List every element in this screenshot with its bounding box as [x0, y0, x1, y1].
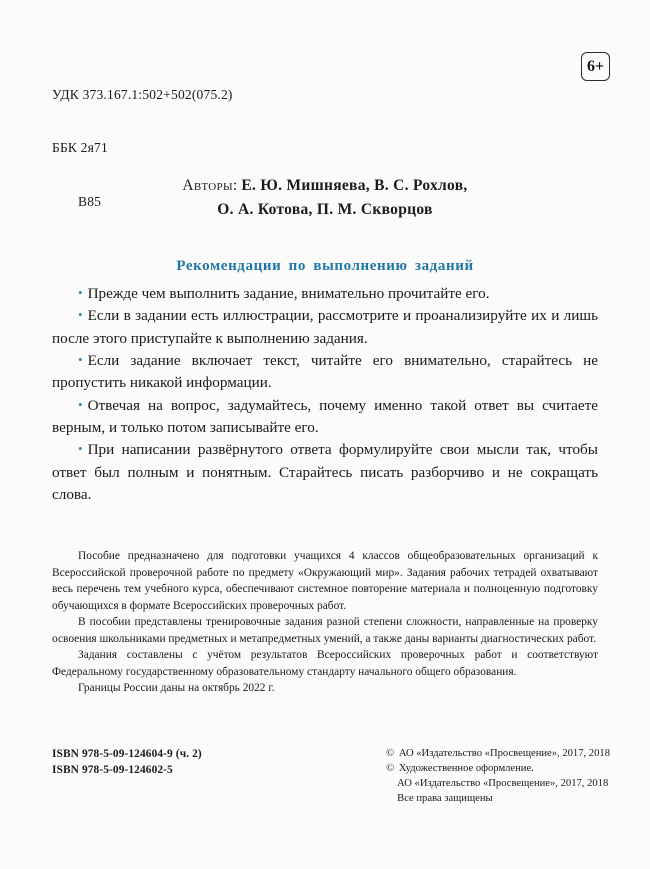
bullet-icon: •: [78, 396, 83, 412]
authors-names-line-1: Е. Ю. Мишняева, В. С. Рохлов,: [241, 177, 468, 194]
age-rating-badge: 6+: [581, 52, 610, 81]
udk-code: УДК 373.167.1:502+502(075.2): [52, 86, 233, 102]
annotation-paragraph: В пособии представлены тренировочные задания разной степени сложности, направленные на проверку освоения школьниками предметных и метапредметных умений, а также даны варианты диагностических работ.: [52, 616, 598, 645]
copyright-line-publisher: [386, 746, 610, 761]
copyright-icon: ©: [386, 748, 395, 759]
copyright-line-rights: Все права защищены: [397, 793, 493, 805]
authors-label: Авторы:: [182, 177, 238, 194]
list-item: [52, 283, 598, 305]
recommendations-heading: Рекомендации по выполнению заданий: [176, 258, 474, 274]
list-item-text: Если в задании есть иллюстрации, рассмотрите и проанализируйте их и лишь после этого приступайте к выполнению задания.: [52, 307, 598, 347]
copyright-design-text: Художественное оформление.: [398, 763, 534, 775]
copyright-block: [386, 746, 610, 806]
list-item: [52, 305, 598, 350]
list-item-text: Если задание включает текст, читайте его внимательно, старайтесь не пропустить никакой информации.: [52, 352, 598, 392]
copyright-line-design: [386, 761, 610, 776]
bbk-code: ББК 2я71: [52, 140, 108, 156]
list-item: [52, 439, 598, 506]
list-item: [52, 350, 598, 395]
annotation-paragraph: Границы России даны на октябрь 2022 г.: [78, 682, 275, 695]
list-item: [52, 395, 598, 440]
annotation-paragraph: Пособие предназначено для подготовки учащихся 4 классов общеобразовательных организаций к Всероссийской проверочной работе по предмету «Окружающий мир». Задания рабочих тетрадей охватывают весь перечень тем учебного курса, обеспечивают системное повторение материала и полноценную подготовку обучающихся в формате Всероссийских проверочных работ.: [52, 550, 598, 612]
footer: [52, 746, 610, 806]
authors-line-1: [52, 174, 598, 198]
copyright-icon: ©: [386, 763, 395, 775]
copyright-publisher-text: АО «Издательство «Просвещение», 2017, 2018: [398, 748, 610, 759]
authors-block: [52, 174, 598, 223]
bullet-icon: •: [78, 307, 83, 323]
annotation-block: [52, 548, 598, 697]
author-sign-code: В85: [78, 193, 102, 209]
copyright-line-design-publisher: АО «Издательство «Просвещение», 2017, 2018: [397, 778, 609, 790]
bullet-icon: •: [78, 441, 83, 457]
isbn-block: [52, 746, 202, 778]
list-item-text: Отвечая на вопрос, задумайтесь, почему именно такой ответ вы считаете верным, и только потом записывайте его.: [52, 396, 598, 437]
bullet-icon: •: [78, 352, 83, 368]
list-item-text: Прежде чем выполнить задание, внимательно прочитайте его.: [87, 285, 490, 302]
isbn-full-set: ISBN 978-5-09-124602-5: [52, 764, 173, 777]
authors-names-line-2: О. А. Котова, П. М. Скворцов: [217, 201, 433, 219]
bullet-icon: •: [78, 285, 83, 300]
annotation-paragraph: Задания составлены с учётом результатов Всероссийских проверочных работ и соответствуют Федеральному государственному образовательному стандарту начального общего образования.: [52, 649, 598, 678]
recommendations-list: [52, 283, 598, 506]
list-item-text: При написании развёрнутого ответа формулируйте свои мысли так, чтобы ответ был полным и понятным. Старайтесь писать разборчиво и не сокращать слова.: [52, 441, 598, 504]
isbn-part-2: ISBN 978-5-09-124604-9 (ч. 2): [52, 748, 202, 760]
